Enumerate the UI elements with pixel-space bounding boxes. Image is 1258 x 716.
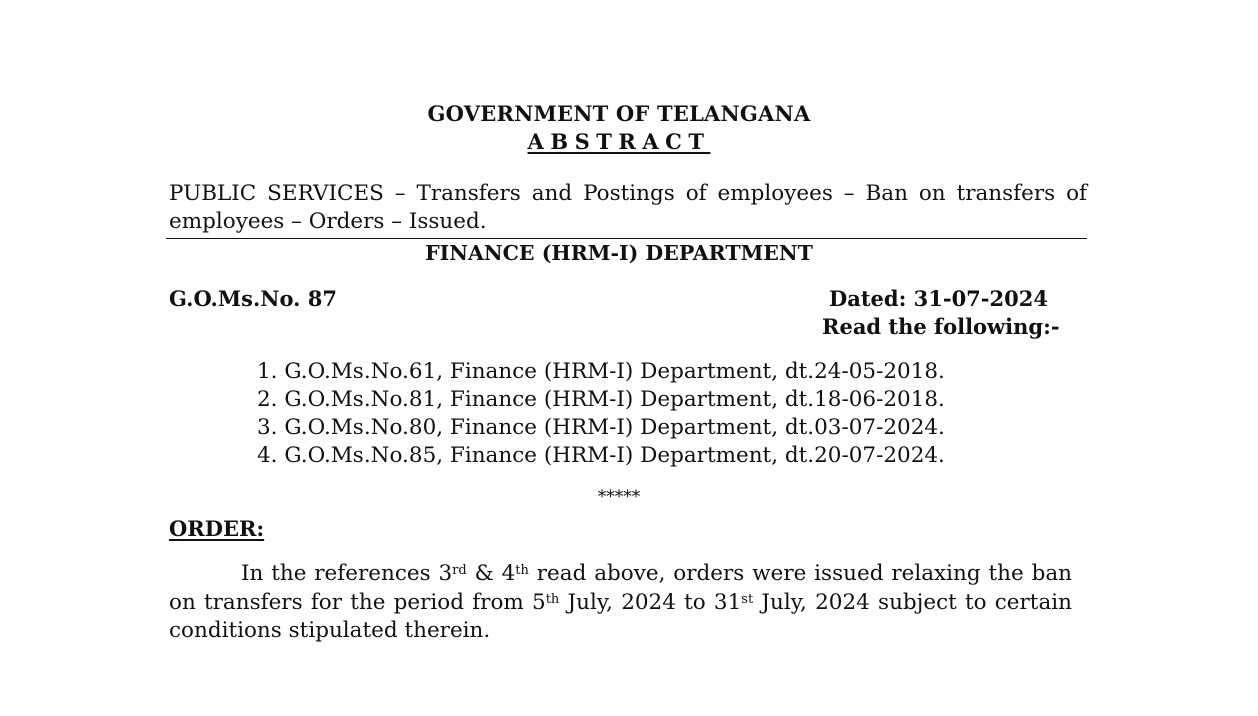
read-following-label: Read the following:- xyxy=(822,314,1060,339)
references-list xyxy=(257,358,945,470)
subject-line: PUBLIC SERVICES – Transfers and Postings of employees – Ban on transfers of employees – Orders – Issued. xyxy=(169,181,1087,234)
ordinal-suffix: th xyxy=(545,591,560,607)
ordinal-suffix: rd xyxy=(452,563,467,578)
paragraph-text: July, 2024 subject to certain conditions stipulated therein. xyxy=(169,589,1072,643)
abstract-heading xyxy=(169,129,1069,154)
go-number: G.O.Ms.No. 87 xyxy=(169,286,337,311)
paragraph-text: & 4 xyxy=(466,561,516,586)
section-separator: ***** xyxy=(597,487,641,507)
government-heading: GOVERNMENT OF TELANGANA xyxy=(427,101,811,126)
abstract-label: ABSTRACT xyxy=(527,129,711,154)
dated-label: Dated: 31-07-2024 xyxy=(829,286,1048,311)
subject-divider xyxy=(166,238,1087,239)
paragraph-text: In the references 3 xyxy=(241,561,453,586)
reference-item: 1. G.O.Ms.No.61, Finance (HRM-I) Department, dt.24-05-2018. xyxy=(257,359,945,384)
ordinal-suffix: st xyxy=(741,591,754,607)
reference-item: 4. G.O.Ms.No.85, Finance (HRM-I) Department, dt.20-07-2024. xyxy=(257,443,945,468)
department-heading: FINANCE (HRM-I) DEPARTMENT xyxy=(425,241,813,265)
reference-item: 2. G.O.Ms.No.81, Finance (HRM-I) Department, dt.18-06-2018. xyxy=(257,387,945,412)
paragraph-text: read above, orders were issued relaxing the ban on transfers for the period from 5 xyxy=(169,561,1073,615)
order-heading: ORDER: xyxy=(169,516,265,541)
ordinal-suffix: th xyxy=(515,563,529,578)
order-paragraph xyxy=(169,560,1072,646)
reference-item: 3. G.O.Ms.No.80, Finance (HRM-I) Department, dt.03-07-2024. xyxy=(257,415,945,440)
paragraph-text: July, 2024 to 31 xyxy=(559,589,742,615)
